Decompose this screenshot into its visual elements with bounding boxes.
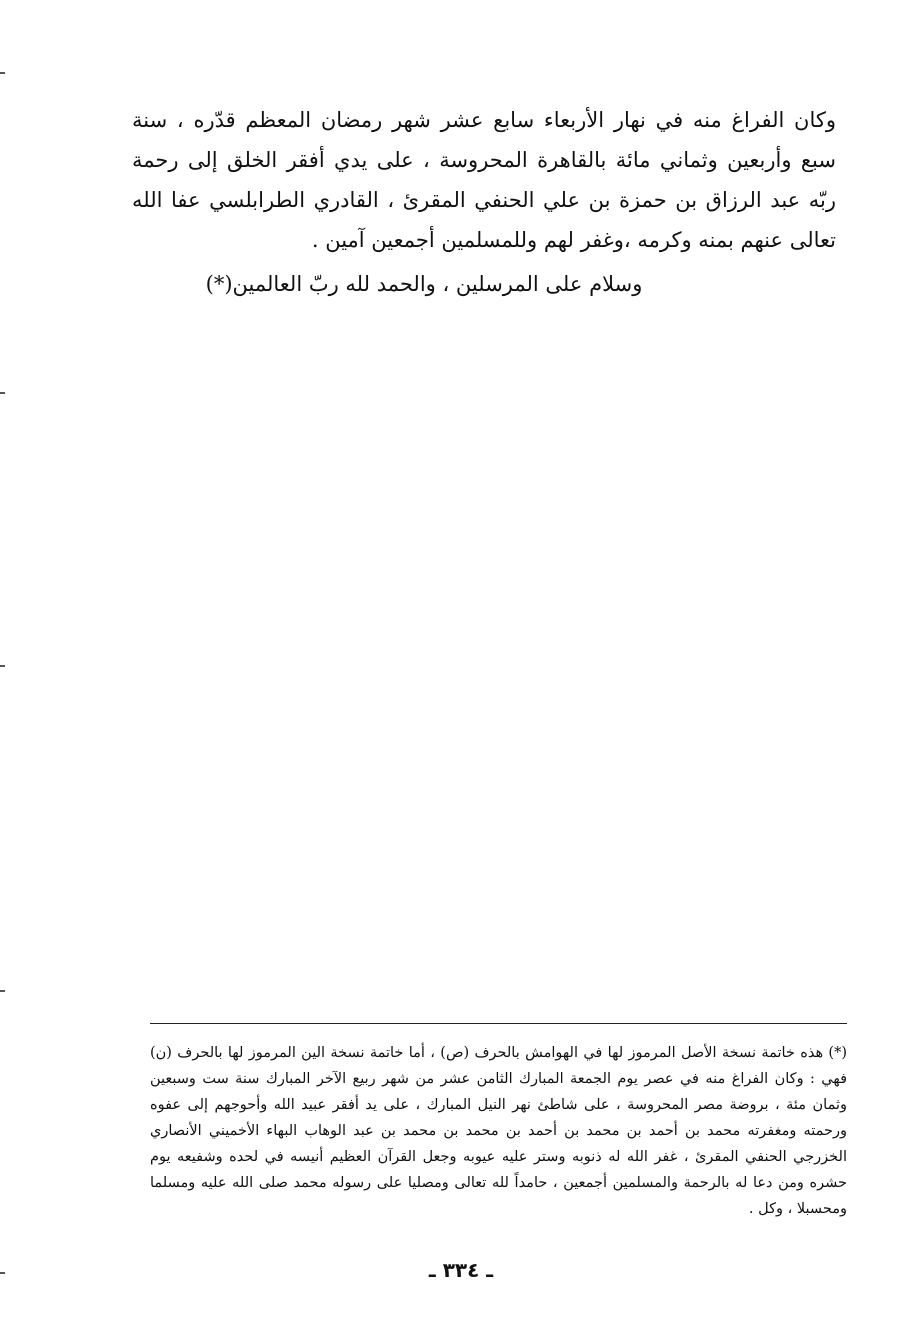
footnote-separator <box>150 1023 847 1024</box>
scan-edge-mark <box>0 665 5 667</box>
scan-edge-mark <box>0 1272 5 1274</box>
scan-edge-mark <box>0 72 5 74</box>
page-number: ـ ٣٣٤ ـ <box>428 1258 494 1282</box>
colophon-paragraph: وكان الفراغ منه في نهار الأربعاء سابع عشر شهر رمضان المعظم قدّره ، سنة سبع وأربعين وثماني مائة بالقاهرة المحروسة ، على يدي أفقر الخلق إلى رحمة ربّه عبد الرزاق بن حمزة بن علي الحنفي المقرئ ، القادري الطرابلسي عفا الله تعالى عنهم بمنه وكرمه ،وغفر لهم وللمسلمين أجمعين آمين . <box>132 108 836 252</box>
main-text-block <box>132 100 836 260</box>
closing-line: وسلام على المرسلين ، والحمد لله ربّ العالمين(*) <box>205 272 643 296</box>
scan-edge-mark <box>0 990 5 992</box>
footnote-text: (*) هذه خاتمة نسخة الأصل المرموز لها في الهوامش بالحرف (ص) ، أما خاتمة نسخة الين المرموز لها بالحرف (ن) فهي : وكان الفراغ منه في عصر يوم الجمعة المبارك الثامن عشر من شهر ربيع الآخر المبارك سنة ست وسبعين وثمان مئة ، بروضة مصر المحروسة ، على شاطئ نهر النيل المبارك ، على يد أفقر عبيد الله وأحوجهم إلى عفوه ورحمته ومغفرته محمد بن أحمد بن محمد بن أحمد بن محمد بن محمد بن عبد الوهاب البهاء الأخميني الأنصاري الخزرجي الحنفي المقرئ ، غفر الله له ذنوبه وستر عليه عيوبه وجعل القرآن العظيم أنيسه في لحده وشفيعه يوم حشره ومن دعا له بالرحمة والمسلمين أجمعين ، حامداً لله تعالى ومصليا على رسوله محمد صلى الله عليه ومسلما ومحسبلا ، وكل . <box>150 1045 847 1217</box>
footnote-block <box>150 1040 847 1222</box>
scan-edge-mark <box>0 392 5 394</box>
